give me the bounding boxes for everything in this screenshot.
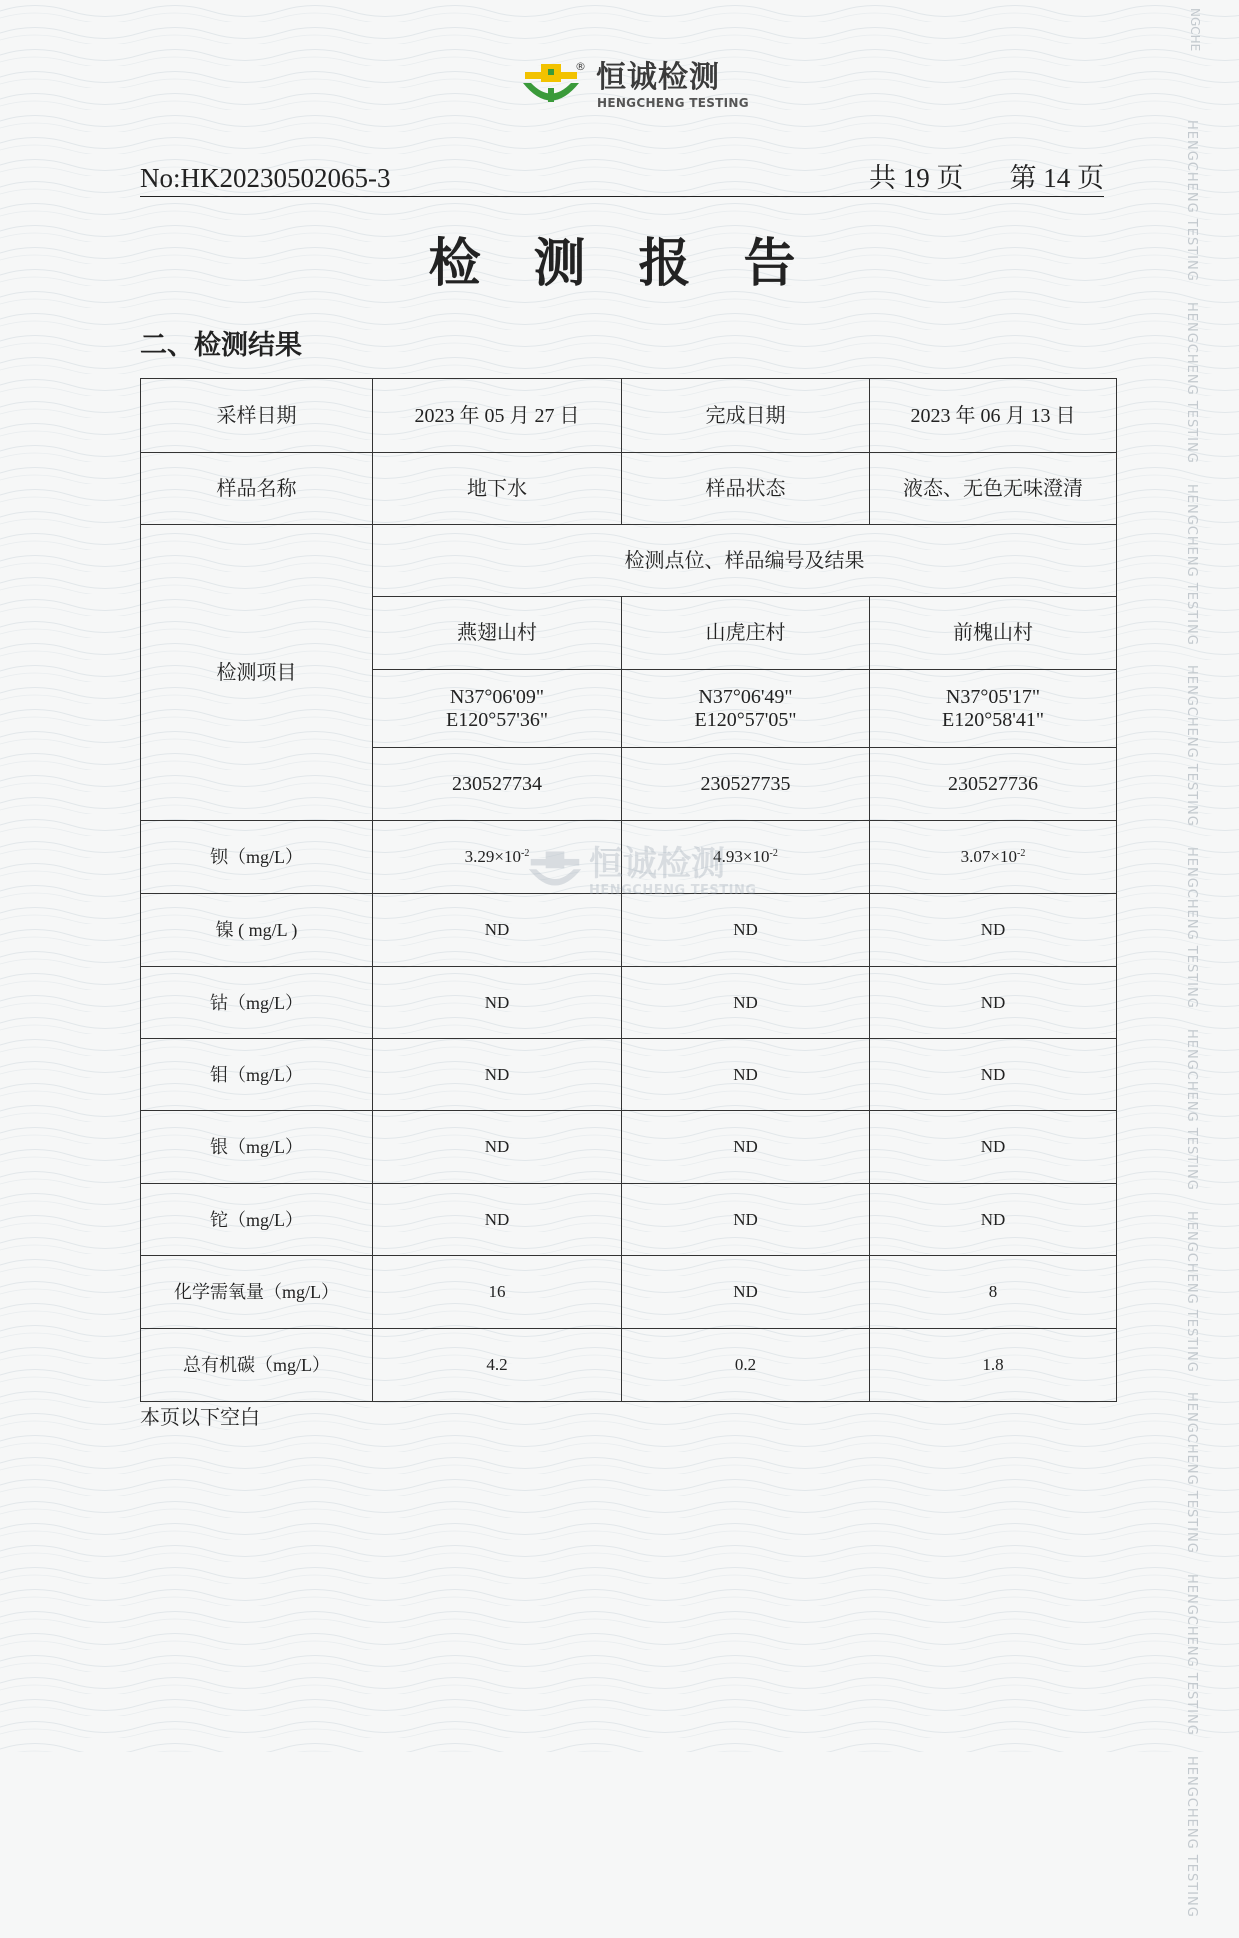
result-value: $3.29\times 10^{-2}$: [373, 821, 622, 894]
result-row: [141, 1111, 1117, 1184]
sampling-date-label: 采样日期: [141, 379, 373, 453]
result-value: 16: [373, 1256, 622, 1329]
result-row: [141, 1039, 1117, 1111]
result-value: ND: [622, 967, 870, 1039]
result-item: 钡（mg/L）: [141, 821, 373, 894]
point-name: 前槐山村: [870, 597, 1117, 670]
side-watermark: HENGCHENG TESTINGHENGCHENG TESTINGHENGCHENG TESTINGHENGCHENG TESTINGHENGCHENG TESTINGHENGCHENG TESTINGHENGCHENG TESTINGHENGCHENG TESTINGHENGCHENG TESTINGHENGCHENG TESTING: [1184, 120, 1199, 1918]
result-value: ND: [870, 1111, 1117, 1184]
completion-date-label: 完成日期: [622, 379, 870, 453]
current-page: 第 14 页: [1009, 163, 1104, 193]
result-value: ND: [373, 894, 622, 967]
blank-below-note: 本页以下空白: [140, 1407, 260, 1429]
longitude: E120°57'36": [446, 708, 548, 731]
result-item: 钼（mg/L）: [141, 1039, 373, 1111]
result-item: 总有机碳（mg/L）: [141, 1329, 373, 1402]
results-table: [140, 378, 1117, 1402]
result-item: 化学需氧量（mg/L）: [141, 1256, 373, 1329]
result-value: $3.07\times 10^{-2}$: [870, 821, 1117, 894]
result-value: ND: [622, 1256, 870, 1329]
table-row: [141, 379, 1117, 453]
sample-state-label: 样品状态: [622, 453, 870, 525]
result-value: ND: [373, 1111, 622, 1184]
point-coordinates: [373, 670, 622, 748]
points-header: 检测点位、样品编号及结果: [373, 525, 1117, 597]
company-logo: [521, 60, 749, 112]
page-title: 检 测 报 告: [428, 236, 816, 293]
total-pages: 共 19 页: [869, 163, 964, 193]
result-value: 1.8: [870, 1329, 1117, 1402]
result-row: [141, 894, 1117, 967]
registered-mark: ®: [575, 60, 586, 73]
logo-name-cn: 恒诚检测: [596, 60, 720, 95]
watermark-name-cn: 恒诚检测: [589, 844, 725, 884]
longitude: E120°57'05": [694, 708, 797, 731]
sample-number: 230527734: [373, 748, 622, 821]
result-value: ND: [622, 894, 870, 967]
report-header: [140, 160, 1104, 197]
result-value: ND: [870, 894, 1117, 967]
result-value: ND: [870, 967, 1117, 1039]
result-item: 钴（mg/L）: [141, 967, 373, 1039]
result-value: $4.93\times 10^{-2}$: [622, 821, 870, 894]
result-item: 铊（mg/L）: [141, 1184, 373, 1256]
sample-name-value: 地下水: [373, 453, 622, 525]
sample-state-value: 液态、无色无味澄清: [870, 453, 1117, 525]
logo-name-en: HENGCHENG TESTING: [597, 96, 749, 110]
sample-name-label: 样品名称: [141, 453, 373, 525]
result-value: ND: [622, 1039, 870, 1111]
table-row: [141, 453, 1117, 525]
result-value: 4.2: [373, 1329, 622, 1402]
latitude: N37°06'49": [698, 685, 793, 708]
point-name: 燕翅山村: [373, 597, 622, 670]
result-value: ND: [870, 1039, 1117, 1111]
result-row: [141, 1184, 1117, 1256]
sample-number: 230527736: [870, 748, 1117, 821]
result-value: 0.2: [622, 1329, 870, 1402]
result-value: ND: [870, 1184, 1117, 1256]
logo-icon: [521, 64, 581, 108]
result-value: 8: [870, 1256, 1117, 1329]
result-row: [141, 967, 1117, 1039]
latitude: N37°05'17": [945, 685, 1041, 708]
side-watermark-top: NGCHE: [1188, 8, 1202, 52]
result-row: [141, 1256, 1117, 1329]
result-value: ND: [373, 967, 622, 1039]
point-name: 山虎庄村: [622, 597, 870, 670]
sample-number: 230527735: [622, 748, 870, 821]
point-coordinates: [870, 670, 1117, 748]
page-info: [869, 162, 1104, 194]
test-item-header: 检测项目: [141, 525, 373, 821]
result-item: 镍 ( mg/L ): [141, 894, 373, 967]
result-row: [141, 821, 1117, 894]
result-item: 银（mg/L）: [141, 1111, 373, 1184]
report-number: No:HK20230502065-3: [140, 163, 391, 193]
section-title: 二、检测结果: [140, 330, 302, 360]
latitude: N37°06'09": [449, 685, 545, 708]
result-value: ND: [373, 1184, 622, 1256]
result-value: ND: [622, 1111, 870, 1184]
result-value: ND: [373, 1039, 622, 1111]
result-row: [141, 1329, 1117, 1402]
result-value: ND: [622, 1184, 870, 1256]
longitude: E120°58'41": [942, 708, 1044, 731]
completion-date-value: 2023 年 06 月 13 日: [870, 379, 1117, 453]
table-row: [141, 525, 1117, 597]
watermark-name-en: HENGCHENG TESTING: [589, 883, 757, 898]
point-coordinates: [622, 670, 870, 748]
sampling-date-value: 2023 年 05 月 27 日: [373, 379, 622, 453]
